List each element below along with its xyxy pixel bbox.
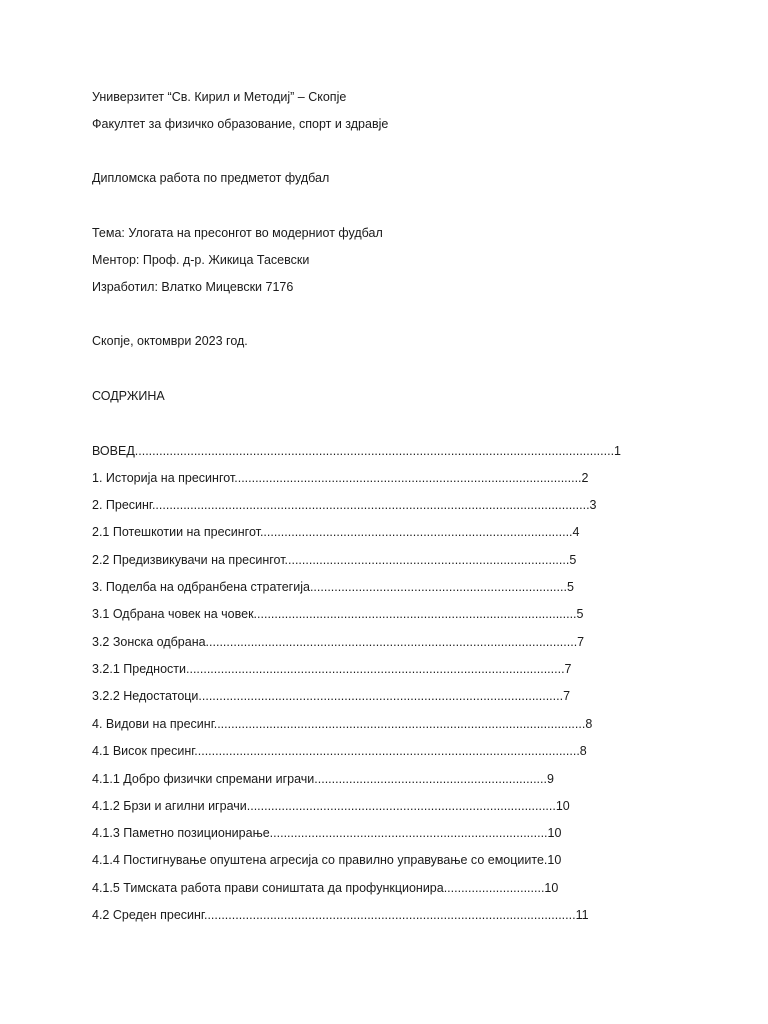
toc-entry: 3.2.1 Предности.............................................................................................................7	[92, 662, 572, 676]
toc-heading: СОДРЖИНА	[92, 389, 165, 403]
thesis-type: Дипломска работа по предметот фудбал	[92, 171, 330, 185]
university-name: Универзитет “Св. Кирил и Методиј” – Скопје	[92, 90, 347, 104]
place-date: Скопје, октомври 2023 год.	[92, 334, 248, 348]
toc-entry: 4.1.5 Тимската работа прави соништата да профункционира.............................10	[92, 881, 559, 895]
toc-entry: 4.1.4 Постигнување опуштена агресија со правилно управување со емоциите.10	[92, 853, 562, 867]
toc-entry: 4.1 Висок пресинг...............................................................................................................8	[92, 744, 587, 758]
toc-entry: 4.1.1 Добро физички спремани играчи...................................................................9	[92, 772, 554, 786]
toc-entry: 4. Видови на пресинг...........................................................................................................8	[92, 717, 593, 731]
toc-entry: 3.1 Одбрана човек на човек.............................................................................................5	[92, 607, 584, 621]
toc-entry: 4.1.2 Брзи и агилни играчи.........................................................................................10	[92, 799, 570, 813]
toc-entry: 2.1 Потешкотии на пресингот..........................................................................................4	[92, 525, 580, 539]
toc-entry: 3.2 Зонска одбрана...........................................................................................................7	[92, 635, 585, 649]
toc-entry: 4.1.3 Паметно позиционирање................................................................................10	[92, 826, 562, 840]
thesis-mentor: Ментор: Проф. д-р. Жикица Тасевски	[92, 253, 310, 267]
toc-entry: 2. Пресинг..............................................................................................................................3	[92, 498, 597, 512]
thesis-topic: Тема: Улогата на пресонгот во модерниот фудбал	[92, 226, 383, 240]
toc-entry: 2.2 Предизвикувачи на пресингот..................................................................................5	[92, 553, 577, 567]
toc-entry: 3. Поделба на одбранбена стратегија..........................................................................5	[92, 580, 574, 594]
toc-entry: ВОВЕД..........................................................................................................................................1	[92, 444, 621, 458]
faculty-name: Факултет за физичко образование, спорт и здравје	[92, 117, 389, 131]
thesis-author: Изработил: Влатко Мицевски 7176	[92, 280, 294, 294]
toc-entry: 4.2 Среден пресинг...........................................................................................................11	[92, 908, 589, 922]
toc-entry: 1. Историја на пресингот....................................................................................................2	[92, 471, 589, 485]
toc-entry: 3.2.2 Недостатоци.........................................................................................................7	[92, 689, 571, 703]
